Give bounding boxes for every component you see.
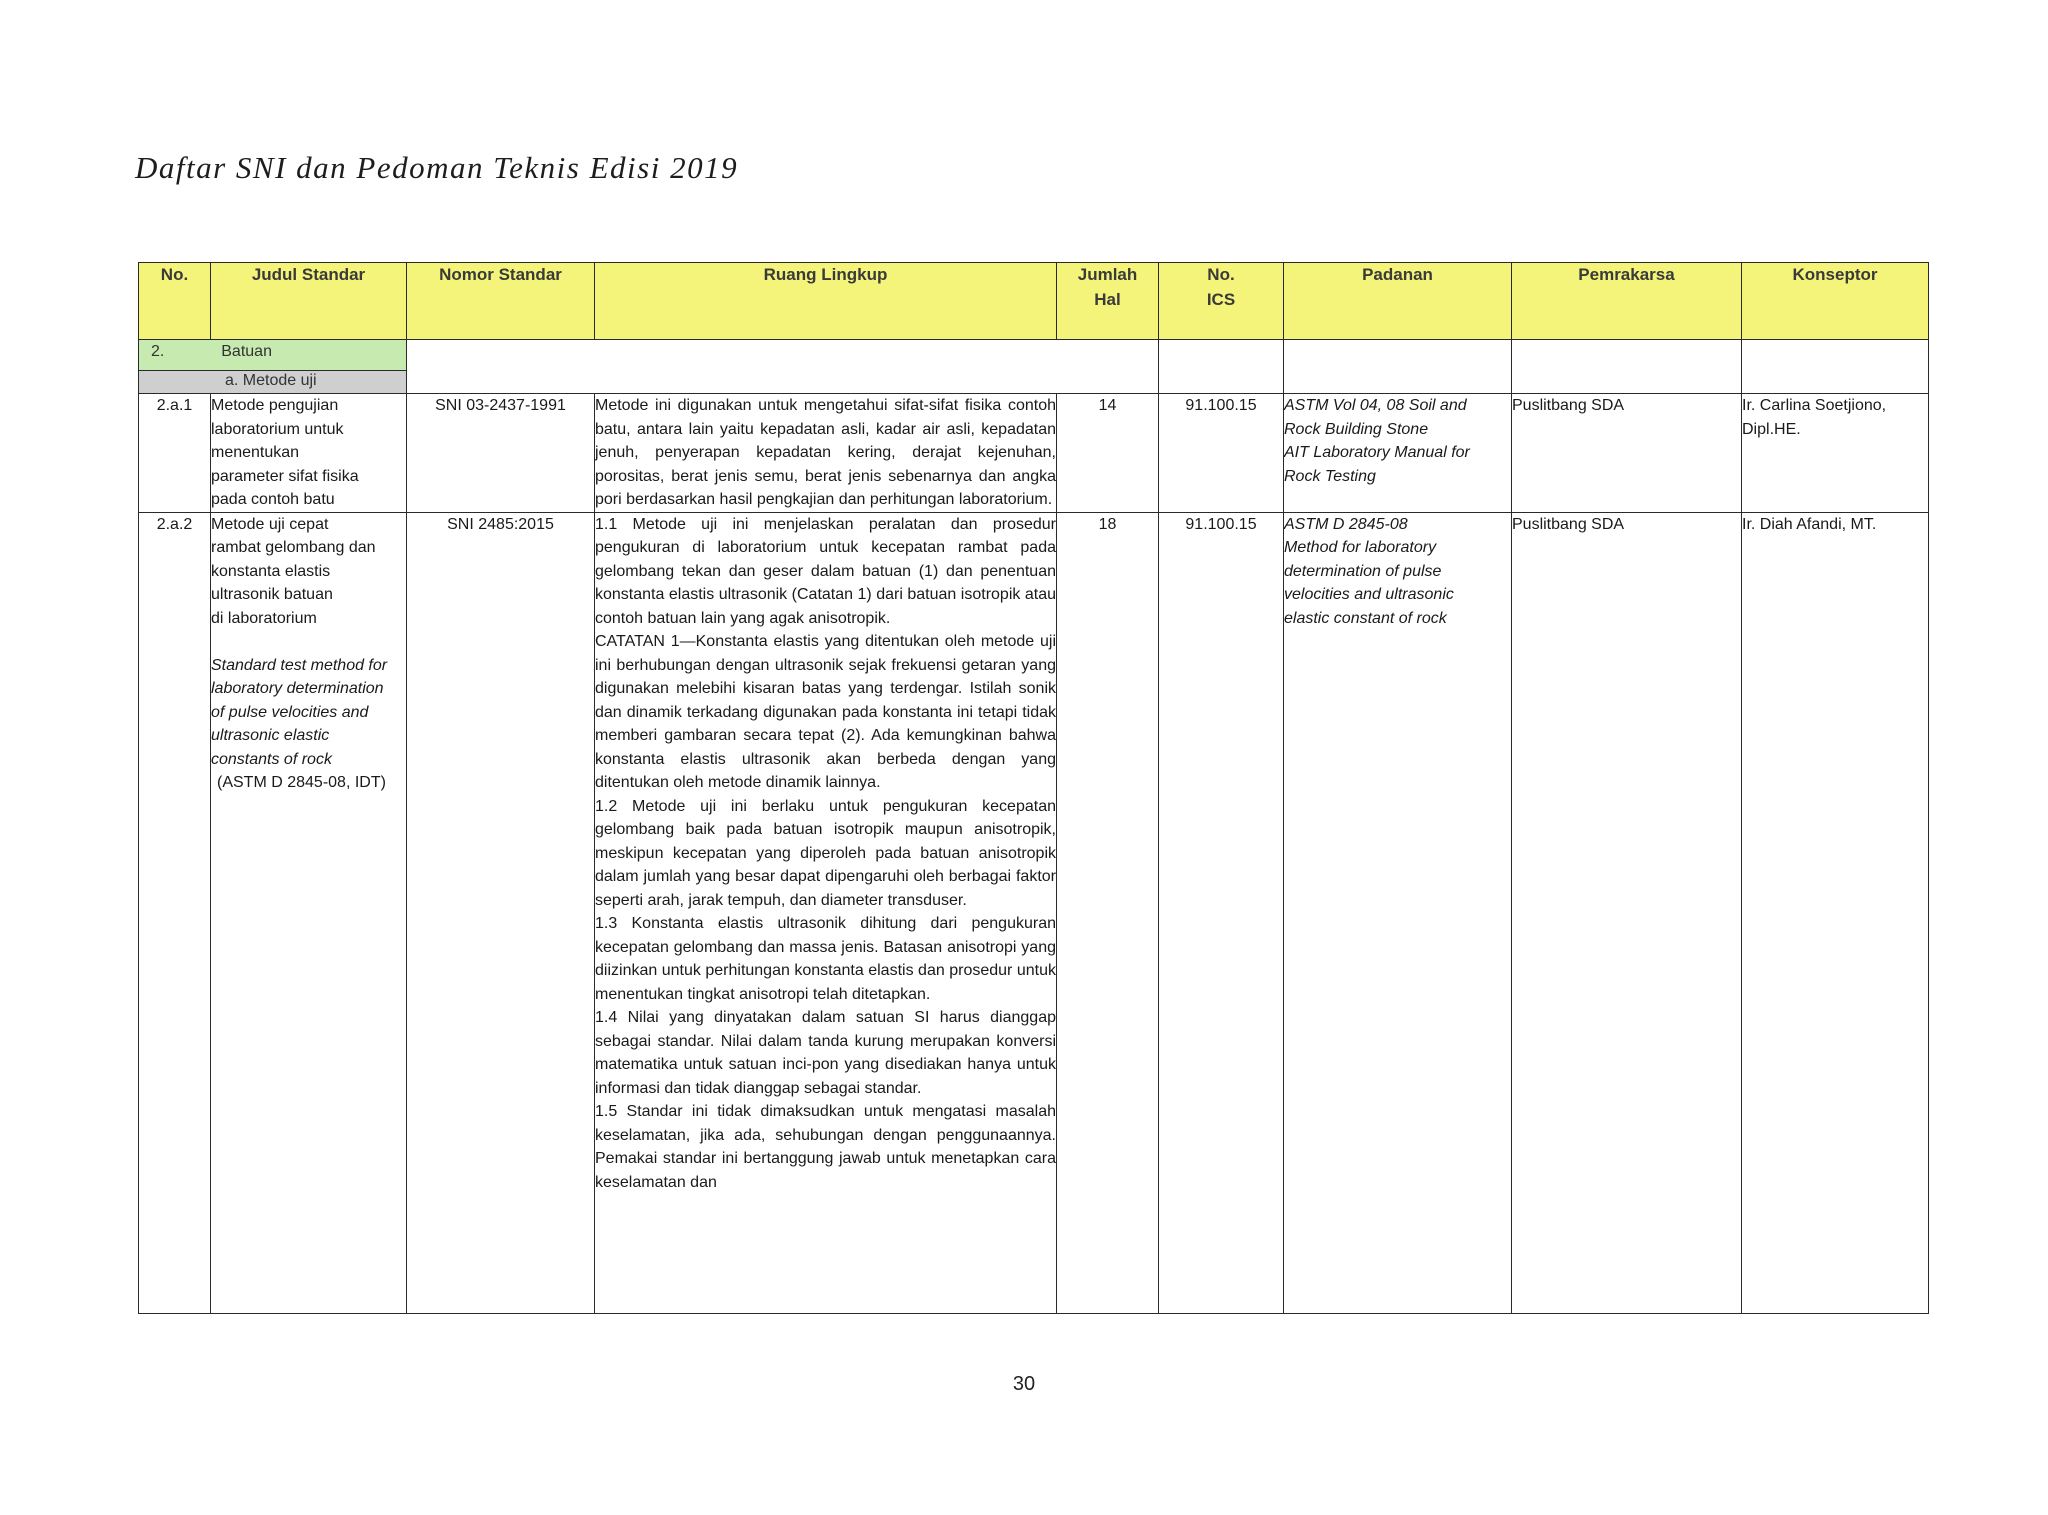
page-number: 30: [1012, 1373, 1036, 1395]
section-spacer-padanan: [1284, 340, 1512, 394]
row-konseptor: [1742, 512, 1929, 1313]
header-ruang: Ruang Lingkup: [595, 263, 1057, 340]
konseptor-line: Ir. Diah Afandi, MT.: [1742, 515, 1877, 533]
judul-line: pada contoh batu: [211, 491, 335, 508]
judul-line: rambat gelombang dan: [211, 539, 376, 556]
ruang-paragraph: CATATAN 1—Konstanta elastis yang ditentukan oleh metode uji ini berhubungan dengan ultrasonik sejak frekuensi getaran yang digunakan melebihi kisaran batas yang terdengar. Istilah sonik dan dinamik terkadang digunakan pada konstanta ini tetapi tidak memberi gambaran secara tepat (2). Ada kemungkinan bahwa konstanta elastis ultrasonik akan berbeda dengan yang ditentukan oleh metode dinamik lainnya.: [595, 633, 1056, 791]
header-jumlah-line1: Jumlah: [1077, 265, 1138, 284]
judul-line: menentukan: [211, 444, 300, 461]
padanan-line: velocities and ultrasonic: [1284, 586, 1454, 603]
judul-en-line: laboratory determination: [211, 680, 384, 697]
row-padanan: [1284, 394, 1512, 513]
sni-table: [138, 262, 1929, 1314]
row-nomor: SNI 2485:2015: [407, 512, 595, 1313]
row-judul: [211, 512, 407, 1313]
padanan-line: Method for laboratory: [1284, 539, 1437, 556]
row-konseptor: [1742, 394, 1929, 513]
padanan-line: AIT Laboratory Manual for: [1284, 444, 1470, 461]
subsection-label: [139, 371, 407, 394]
judul-en-line: constants of rock: [211, 750, 332, 768]
padanan-line: ASTM Vol 04, 08 Soil and: [1284, 397, 1467, 414]
padanan-line: Rock Testing: [1284, 467, 1376, 485]
row-ics: 91.100.15: [1159, 512, 1284, 1313]
section-number: 2.: [151, 343, 165, 360]
konseptor-line: Dipl.HE.: [1742, 420, 1801, 438]
section-spacer-ics: [1159, 340, 1284, 394]
section-name: Batuan: [221, 343, 272, 360]
header-konseptor: Konseptor: [1742, 263, 1929, 340]
judul-line: Metode uji cepat: [211, 515, 329, 533]
padanan-line: ASTM D 2845-08: [1284, 515, 1408, 533]
row-no: 2.a.1: [139, 394, 211, 513]
row-jumlah: 14: [1057, 394, 1159, 513]
judul-line: laboratorium untuk: [211, 420, 344, 438]
section-spacer-konseptor: [1742, 340, 1929, 394]
header-ics: [1159, 263, 1284, 340]
judul-line: Metode pengujian: [211, 397, 339, 414]
konseptor-line: Ir. Carlina Soetjiono,: [1742, 397, 1887, 414]
judul-reference: (ASTM D 2845-08, IDT): [217, 774, 386, 791]
header-ics-line1: No.: [1207, 265, 1235, 284]
header-padanan: Padanan: [1284, 263, 1512, 340]
header-pemrakarsa: Pemrakarsa: [1512, 263, 1742, 340]
header-jumlah: [1057, 263, 1159, 340]
section-spacer: [407, 340, 1159, 394]
row-no: 2.a.2: [139, 512, 211, 1313]
table-row: [139, 512, 1929, 1313]
judul-line: ultrasonik batuan: [211, 586, 333, 603]
row-ics: 91.100.15: [1159, 394, 1284, 513]
section-label: [139, 340, 407, 371]
row-pemrakarsa: Puslitbang SDA: [1512, 394, 1742, 513]
section-row: [139, 340, 1929, 371]
judul-line: di laboratorium: [211, 609, 317, 627]
row-pemrakarsa: Puslitbang SDA: [1512, 512, 1742, 1313]
row-ruang: [595, 512, 1057, 1313]
section-spacer-pemrakarsa: [1512, 340, 1742, 394]
ruang-paragraph: 1.2 Metode uji ini berlaku untuk pengukuran kecepatan gelombang baik pada batuan isotropik maupun anisotropik, meskipun kecepatan yang diperoleh pada batuan anisotropik dalam jumlah yang besar dapat dipengaruhi oleh berbagai faktor seperti arah, jarak tempuh, dan diameter transduser.: [595, 797, 1056, 909]
row-nomor: SNI 03-2437-1991: [407, 394, 595, 513]
header-no: No.: [139, 263, 211, 340]
subsection-name: a. Metode uji: [225, 372, 317, 389]
padanan-line: determination of pulse: [1284, 562, 1442, 580]
header-ics-line2: ICS: [1206, 289, 1236, 309]
judul-en-line: Standard test method for: [211, 656, 388, 674]
judul-en-line: ultrasonic elastic: [211, 727, 330, 744]
ruang-paragraph: Metode ini digunakan untuk mengetahui sifat-sifat fisika contoh batu, antara lain yaitu kepadatan asli, kadar air asli, kepadatan jenuh, penyerapan kepadatan kering, derajat kejenuhan, porositas, berat jenis semu, berat jenis sebenarnya dan angka pori berdasarkan hasil pengkajian dan perhitungan laboratorium.: [595, 397, 1056, 508]
header-judul: Judul Standar: [211, 263, 407, 340]
judul-line: konstanta elastis: [211, 562, 331, 580]
document-title: Daftar SNI dan Pedoman Teknis Edisi 2019: [135, 150, 739, 185]
row-jumlah: 18: [1057, 512, 1159, 1313]
judul-line: parameter sifat fisika: [211, 467, 359, 485]
row-judul: [211, 394, 407, 513]
padanan-line: elastic constant of rock: [1284, 609, 1447, 627]
header-nomor: Nomor Standar: [407, 263, 595, 340]
ruang-paragraph: 1.1 Metode uji ini menjelaskan peralatan dan prosedur pengukuran di laboratorium untuk kecepatan rambat pada gelombang tekan dan geser dalam batuan (1) dan penentuan konstanta elastis ultrasonik (Catatan 1) dari batuan isotropik atau contoh batuan lain yang agak anisotropik.: [595, 515, 1056, 627]
ruang-paragraph: 1.3 Konstanta elastis ultrasonik dihitung dari pengukuran kecepatan gelombang dan massa jenis. Batasan anisotropi yang diizinkan untuk perhitungan konstanta elastis dan prosedur untuk menentukan tingkat anisotropi telah ditetapkan.: [595, 915, 1056, 1003]
table-header-row: [139, 263, 1929, 340]
ruang-paragraph: 1.5 Standar ini tidak dimaksudkan untuk mengatasi masalah keselamatan, jika ada, sehubungan dengan penggunaannya. Pemakai standar ini bertanggung jawab untuk menetapkan cara keselamatan dan: [595, 1103, 1056, 1191]
header-jumlah-line2: Hal: [1094, 289, 1121, 309]
row-ruang: [595, 394, 1057, 513]
row-padanan: [1284, 512, 1512, 1313]
ruang-paragraph: 1.4 Nilai yang dinyatakan dalam satuan SI harus dianggap sebagai standar. Nilai dalam tanda kurung merupakan konversi matematika untuk satuan inci-pon yang disediakan hanya untuk informasi dan tidak dianggap sebagai standar.: [595, 1009, 1056, 1097]
judul-en-line: of pulse velocities and: [211, 703, 369, 721]
table-row: [139, 394, 1929, 513]
padanan-line: Rock Building Stone: [1284, 420, 1429, 438]
